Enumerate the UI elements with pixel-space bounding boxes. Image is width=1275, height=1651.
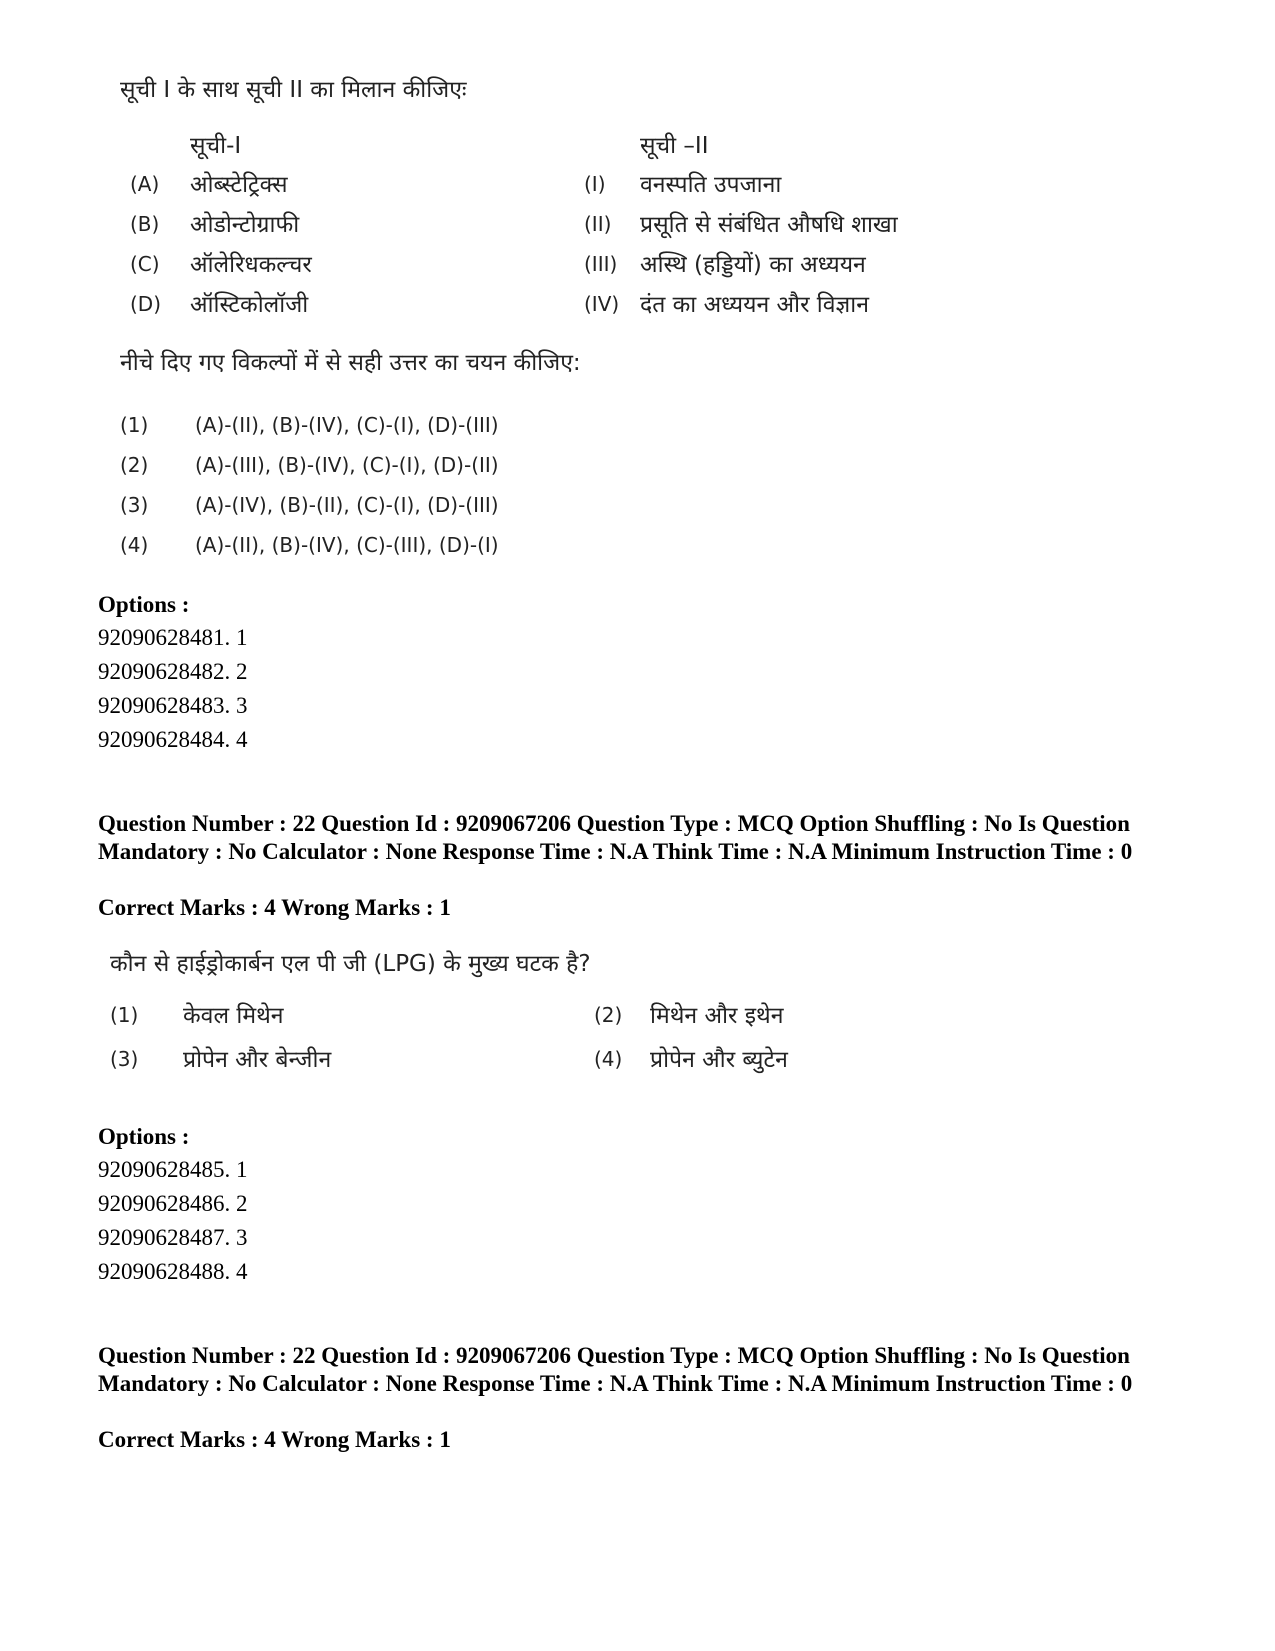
option-id: 92090628482. 2 xyxy=(98,659,248,684)
q2-question: कौन से हाईड्रोकार्बन एल पी जी (LPG) के मुख्य घटक है? xyxy=(110,951,591,977)
question-meta: Question Number : 22 Question Id : 9209067206 Question Type : MCQ Option Shuffling : No Is Question Mandatory : No Calculator : None Response Time : N.A Think Time : N.A Minimum Instruction Time : 0 xyxy=(98,811,1133,864)
options-label: Options : xyxy=(98,592,190,617)
choice-text: (A)-(II), (B)-(IV), (C)-(III), (D)-(I) xyxy=(195,533,499,557)
q1-instruction: सूची I के साथ सूची II का मिलान कीजिएः xyxy=(120,77,467,103)
choice-number: (2) xyxy=(120,453,149,477)
options-label: Options : xyxy=(98,1124,190,1149)
list2-header: सूची –II xyxy=(640,133,709,159)
list2-label: (IV) xyxy=(584,292,620,316)
question-meta: Question Number : 22 Question Id : 9209067206 Question Type : MCQ Option Shuffling : No Is Question Mandatory : No Calculator : None Response Time : N.A Think Time : N.A Minimum Instruction Time : 0 xyxy=(98,1343,1133,1396)
list2-label: (II) xyxy=(584,212,612,236)
choice-number: (4) xyxy=(120,533,149,557)
choice-number: (3) xyxy=(110,1047,139,1071)
choice-number: (1) xyxy=(110,1003,139,1027)
list2-label: (I) xyxy=(584,172,606,196)
option-id: 92090628486. 2 xyxy=(98,1191,248,1216)
list1-item: ओडोन्टोग्राफी xyxy=(190,212,300,238)
option-id: 92090628484. 4 xyxy=(98,727,248,752)
list1-label: (C) xyxy=(130,252,160,276)
list1-item: ऑलेरिधकल्चर xyxy=(190,252,312,278)
list1-label: (A) xyxy=(130,172,160,196)
choice-number: (1) xyxy=(120,413,149,437)
list1-label: (B) xyxy=(130,212,160,236)
list1-label: (D) xyxy=(130,292,162,316)
marks-line: Correct Marks : 4 Wrong Marks : 1 xyxy=(98,1427,451,1452)
choice-text: (A)-(II), (B)-(IV), (C)-(I), (D)-(III) xyxy=(195,413,499,437)
option-id: 92090628487. 3 xyxy=(98,1225,248,1250)
option-id: 92090628485. 1 xyxy=(98,1157,248,1182)
marks-line: Correct Marks : 4 Wrong Marks : 1 xyxy=(98,895,451,920)
q1-choose-text: नीचे दिए गए विकल्पों में से सही उत्तर का चयन कीजिए: xyxy=(120,350,581,376)
list2-item: प्रसूति से संबंधित औषधि शाखा xyxy=(640,212,898,238)
choice-text: (A)-(IV), (B)-(II), (C)-(I), (D)-(III) xyxy=(195,493,499,517)
option-id: 92090628481. 1 xyxy=(98,625,248,650)
list1-item: ओब्स्टेट्रिक्स xyxy=(190,172,288,198)
choice-number: (4) xyxy=(594,1047,623,1071)
choice-text: (A)-(III), (B)-(IV), (C)-(I), (D)-(II) xyxy=(195,453,499,477)
option-id: 92090628483. 3 xyxy=(98,693,248,718)
list2-item: अस्थि (हड्डियों) का अध्ययन xyxy=(640,252,866,278)
list1-header: सूची-I xyxy=(190,133,242,159)
choice-text: प्रोपेन और बेन्जीन xyxy=(183,1047,332,1073)
choice-text: केवल मिथेन xyxy=(183,1003,284,1029)
choice-text: प्रोपेन और ब्युटेन xyxy=(650,1047,788,1073)
option-id: 92090628488. 4 xyxy=(98,1259,248,1284)
list2-item: दंत का अध्ययन और विज्ञान xyxy=(640,292,869,318)
choice-number: (3) xyxy=(120,493,149,517)
list2-item: वनस्पति उपजाना xyxy=(640,172,782,198)
list2-label: (III) xyxy=(584,252,618,276)
choice-number: (2) xyxy=(594,1003,623,1027)
choice-text: मिथेन और इथेन xyxy=(650,1003,784,1029)
list1-item: ऑस्टिकोलॉजी xyxy=(190,292,309,318)
